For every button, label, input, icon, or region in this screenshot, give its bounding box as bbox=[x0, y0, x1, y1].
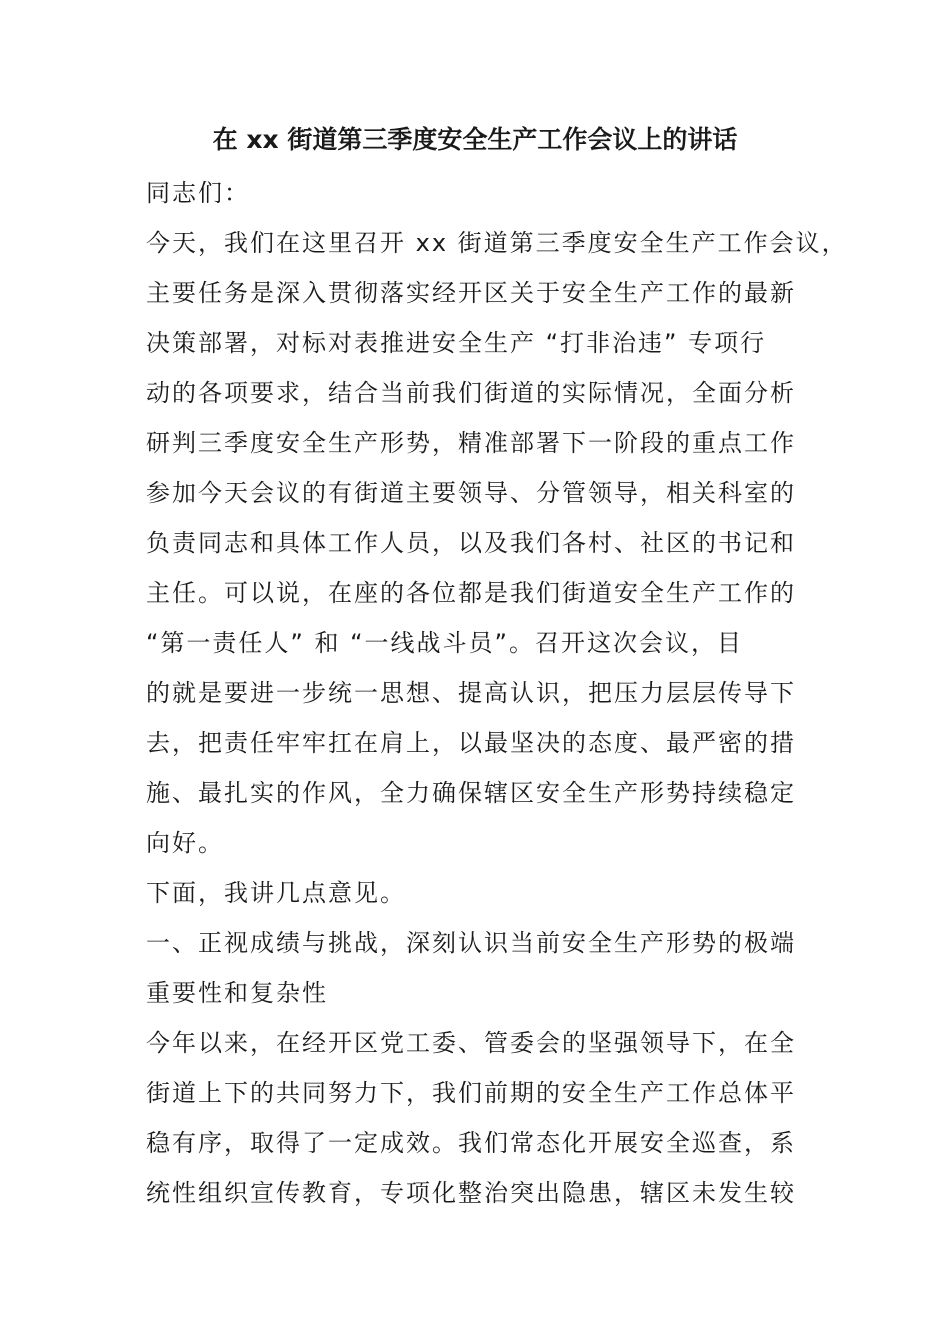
text-line: 同志们： bbox=[146, 179, 250, 207]
section-heading-line: 一、正视成绩与挑战，深刻认识当前安全生产形势的极端 bbox=[146, 929, 796, 957]
text-line: 统性组织宣传教育，专项化整治突出隐患，辖区未发生较 bbox=[146, 1179, 796, 1207]
text-line: 今年以来，在经开区党工委、管委会的坚强领导下，在全 bbox=[146, 1029, 796, 1057]
section-heading-line: 重要性和复杂性 bbox=[146, 979, 328, 1007]
text-line: 施、最扎实的作风，全力确保辖区安全生产形势持续稳定 bbox=[146, 779, 796, 807]
document-body bbox=[146, 168, 848, 1218]
text-line: 研判三季度安全生产形势，精准部署下一阶段的重点工作 bbox=[146, 429, 796, 457]
text-line: 今天，我们在这里召开 xx 街道第三季度安全生产工作会议， bbox=[146, 229, 848, 257]
text-line: 决策部署，对标对表推进安全生产 “打非治违” 专项行 bbox=[146, 329, 767, 357]
text-line: 主要任务是深入贯彻落实经开区关于安全生产工作的最新 bbox=[146, 279, 796, 307]
text-line: 去，把责任牢牢扛在肩上，以最坚决的态度、最严密的措 bbox=[146, 729, 796, 757]
text-line: 主任。可以说，在座的各位都是我们街道安全生产工作的 bbox=[146, 579, 796, 607]
text-line: 负责同志和具体工作人员，以及我们各村、社区的书记和 bbox=[146, 529, 796, 557]
document-title: 在 xx 街道第三季度安全生产工作会议上的讲话 bbox=[212, 125, 738, 154]
text-line: 的就是要进一步统一思想、提高认识，把压力层层传导下 bbox=[146, 679, 796, 707]
text-line: 稳有序，取得了一定成效。我们常态化开展安全巡查，系 bbox=[146, 1129, 796, 1157]
text-line: 向好。 bbox=[146, 829, 224, 857]
text-line: 下面，我讲几点意见。 bbox=[146, 879, 406, 907]
text-line: 参加今天会议的有街道主要领导、分管领导，相关科室的 bbox=[146, 479, 796, 507]
text-line: “第一责任人” 和 “一线战斗员”。召开这次会议，目 bbox=[146, 629, 743, 657]
text-line: 动的各项要求，结合当前我们街道的实际情况，全面分析 bbox=[146, 379, 796, 407]
text-line: 街道上下的共同努力下，我们前期的安全生产工作总体平 bbox=[146, 1079, 796, 1107]
